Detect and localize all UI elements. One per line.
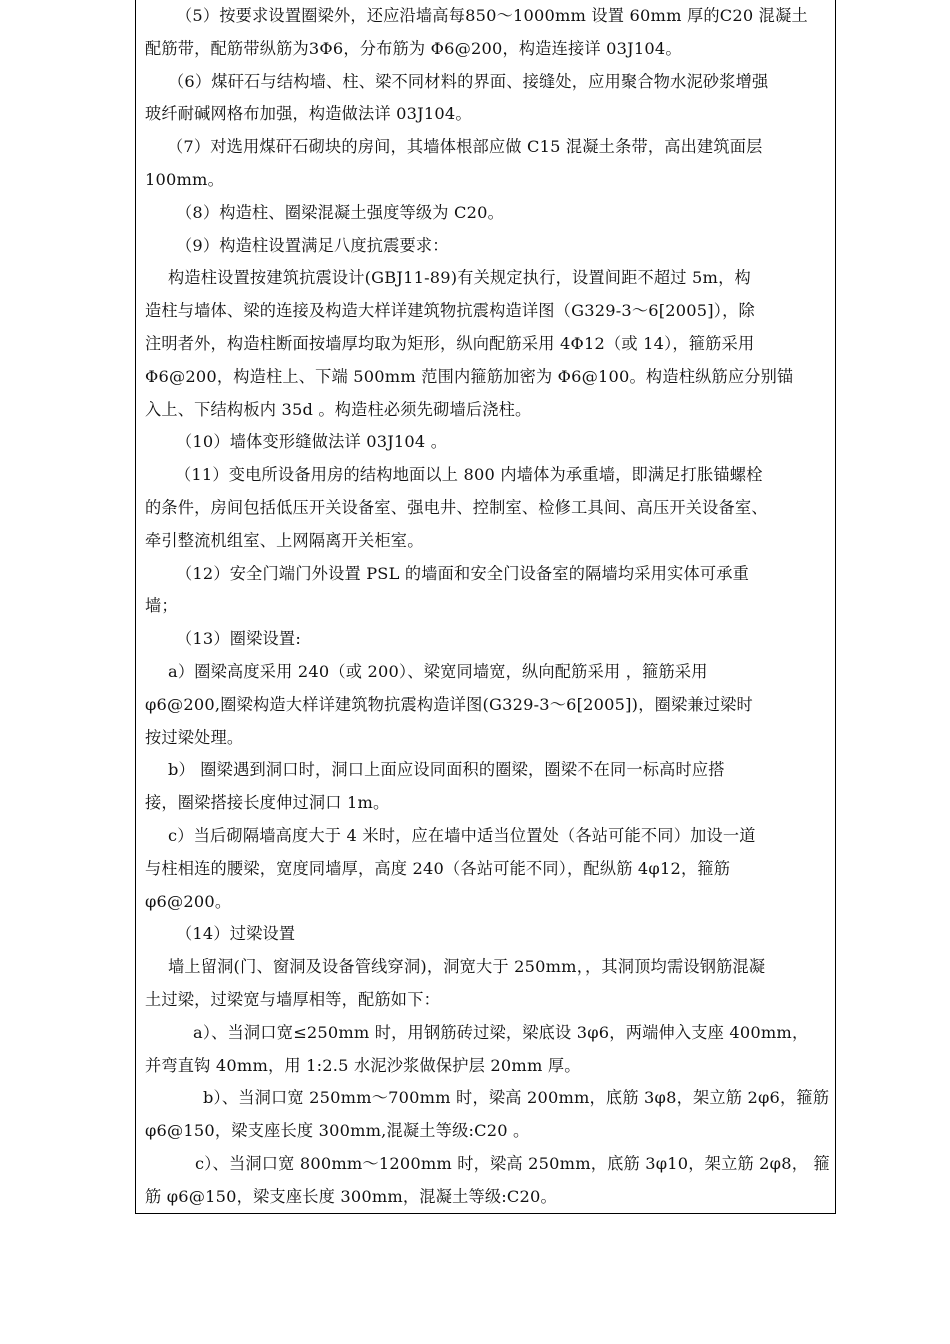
text-line: 构造柱设置按建筑抗震设计(GBJ11-89)有关规定执行，设置间距不超过 5m，构 <box>168 268 751 288</box>
text-line: 的条件，房间包括低压开关设备室、强电井、控制室、检修工具间、高压开关设备室、 <box>145 497 768 517</box>
text-line: 与柱相连的腰梁，宽度同墙厚，高度 240（各站可能不同），配纵筋 4φ12，箍筋 <box>145 858 731 878</box>
text-line: b） 圈梁遇到洞口时，洞口上面应设同面积的圈梁，圈梁不在同一标高时应搭 <box>168 760 725 780</box>
text-line: 墙； <box>145 596 178 616</box>
text-line: （8）构造柱、圈梁混凝土强度等级为 C20。 <box>176 202 505 222</box>
text-line: 接，圈梁搭接长度伸过洞口 1m。 <box>145 793 390 813</box>
text-line: Φ6@200，构造柱上、下端 500mm 范围内箍筋加密为 Φ6@100。构造柱纵筋应分别锚 <box>145 366 794 386</box>
text-line: 筋 φ6@150，梁支座长度 300mm，混凝土等级:C20。 <box>145 1186 557 1206</box>
text-line: （10）墙体变形缝做法详 03J104 。 <box>176 432 448 452</box>
text-line: （12）安全门端门外设置 PSL 的墙面和安全门设备室的隔墙均采用实体可承重 <box>176 563 750 583</box>
document-body <box>145 0 830 1213</box>
text-line: c）当后砌隔墙高度大于 4 米时，应在墙中适当位置处（各站可能不同）加设一道 <box>168 825 756 845</box>
text-line: φ6@200,圈梁构造大样详建筑物抗震构造详图(G329-3～6[2005])，圈梁兼过梁时 <box>145 694 753 714</box>
text-line: 100mm。 <box>145 169 224 189</box>
text-line: 注明者外，构造柱断面按墙厚均取为矩形，纵向配筋采用 4Φ12（或 14），箍筋采用 <box>145 333 755 353</box>
text-line: 造柱与墙体、梁的连接及构造大样详建筑物抗震构造详图（G329-3～6[2005]），除 <box>145 301 755 321</box>
text-line: 入上、下结构板内 35d 。构造柱必须先砌墙后浇柱。 <box>145 399 532 419</box>
text-line: φ6@150，梁支座长度 300mm,混凝土等级:C20 。 <box>145 1121 530 1141</box>
text-line: （14）过梁设置 <box>176 924 296 944</box>
text-line: a）圈梁高度采用 240（或 200）、梁宽同墙宽，纵向配筋采用 ，箍筋采用 <box>168 661 708 681</box>
text-line: 墙上留洞(门、窗洞及设备管线穿洞)，洞宽大于 250mm，，其洞顶均需设钢筋混凝 <box>168 957 766 977</box>
text-line: 按过梁处理。 <box>145 727 244 747</box>
text-line: c）、当洞口宽 800mm～1200mm 时，梁高 250mm，底筋 3φ10，架立筋 2φ8， 箍 <box>195 1153 830 1173</box>
text-line: 玻纤耐碱网格布加强，构造做法详 03J104。 <box>145 104 472 124</box>
text-line: b）、当洞口宽 250mm～700mm 时，梁高 200mm，底筋 3φ8，架立筋 2φ6，箍筋 <box>203 1088 830 1108</box>
text-line: φ6@200。 <box>145 891 232 911</box>
text-line: a）、当洞口宽≤250mm 时，用钢筋砖过梁，梁底设 3φ6，两端伸入支座 400mm， <box>193 1022 809 1042</box>
text-line: 土过梁，过梁宽与墙厚相等，配筋如下： <box>145 989 440 1009</box>
text-line: 并弯直钩 40mm，用 1:2.5 水泥沙浆做保护层 20mm 厚。 <box>145 1055 581 1075</box>
text-line: （13）圈梁设置: <box>176 629 301 649</box>
text-line: （9）构造柱设置满足八度抗震要求： <box>176 235 449 255</box>
document-frame <box>135 0 836 1214</box>
text-line: （5）按要求设置圈梁外，还应沿墙高每850～1000mm 设置 60mm 厚的C20 混凝土 <box>176 6 808 25</box>
text-line: （7）对选用煤矸石砌块的房间，其墙体根部应做 C15 混凝土条带，高出建筑面层 <box>167 137 763 157</box>
text-line: 配筋带，配筋带纵筋为3Φ6，分布筋为 Φ6@200，构造连接详 03J104。 <box>145 38 682 58</box>
text-line: （6）煤矸石与结构墙、柱、梁不同材料的界面、接缝处，应用聚合物水泥砂浆增强 <box>168 71 769 91</box>
text-line: 牵引整流机组室、上网隔离开关柜室。 <box>145 530 424 550</box>
text-line: （11）变电所设备用房的结构地面以上 800 内墙体为承重墙，即满足打胀锚螺栓 <box>175 465 763 485</box>
